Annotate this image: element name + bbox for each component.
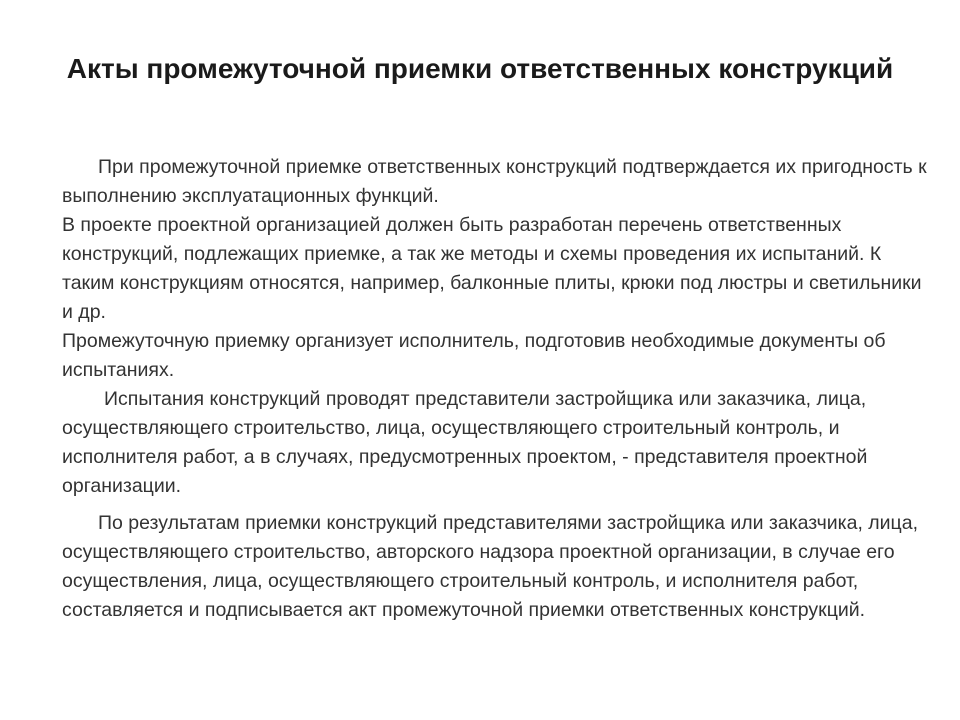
paragraph-testing: Испытания конструкций проводят представители застройщика или заказчика, лица, осуществляющего строительство, лица, осуществляющего строительный контроль, и исполнителя работ, а в случаях, предусмотренных проектом, - представителя проектной организации.	[62, 388, 868, 497]
slide-body	[62, 153, 932, 625]
slide-title: Акты промежуточной приемки ответственных конструкций	[66, 53, 894, 84]
paragraph-act-signing: По результатам приемки конструкций представителями застройщика или заказчика, лица, осуществляющего строительство, авторского надзора проектной организации, в случае его осуществления, лица, осуществляющего строительный контроль, и исполнителя работ, составляется и подписывается акт промежуточной приемки ответственных конструкций.	[62, 512, 918, 621]
paragraph-project-list: В проекте проектной организацией должен быть разработан перечень ответственных конструкций, подлежащих приемке, а так же методы и схемы проведения их испытаний. К таким конструкциям относятся, например, балконные плиты, крюки под люстры и светильники и др.	[62, 214, 922, 323]
paragraph-organizer: Промежуточную приемку организует исполнитель, подготовив необходимые документы об испытаниях.	[62, 330, 886, 381]
paragraph-confirmation: При промежуточной приемке ответственных конструкций подтверждается их пригодность к выполнению эксплуатационных функций.	[62, 156, 927, 207]
